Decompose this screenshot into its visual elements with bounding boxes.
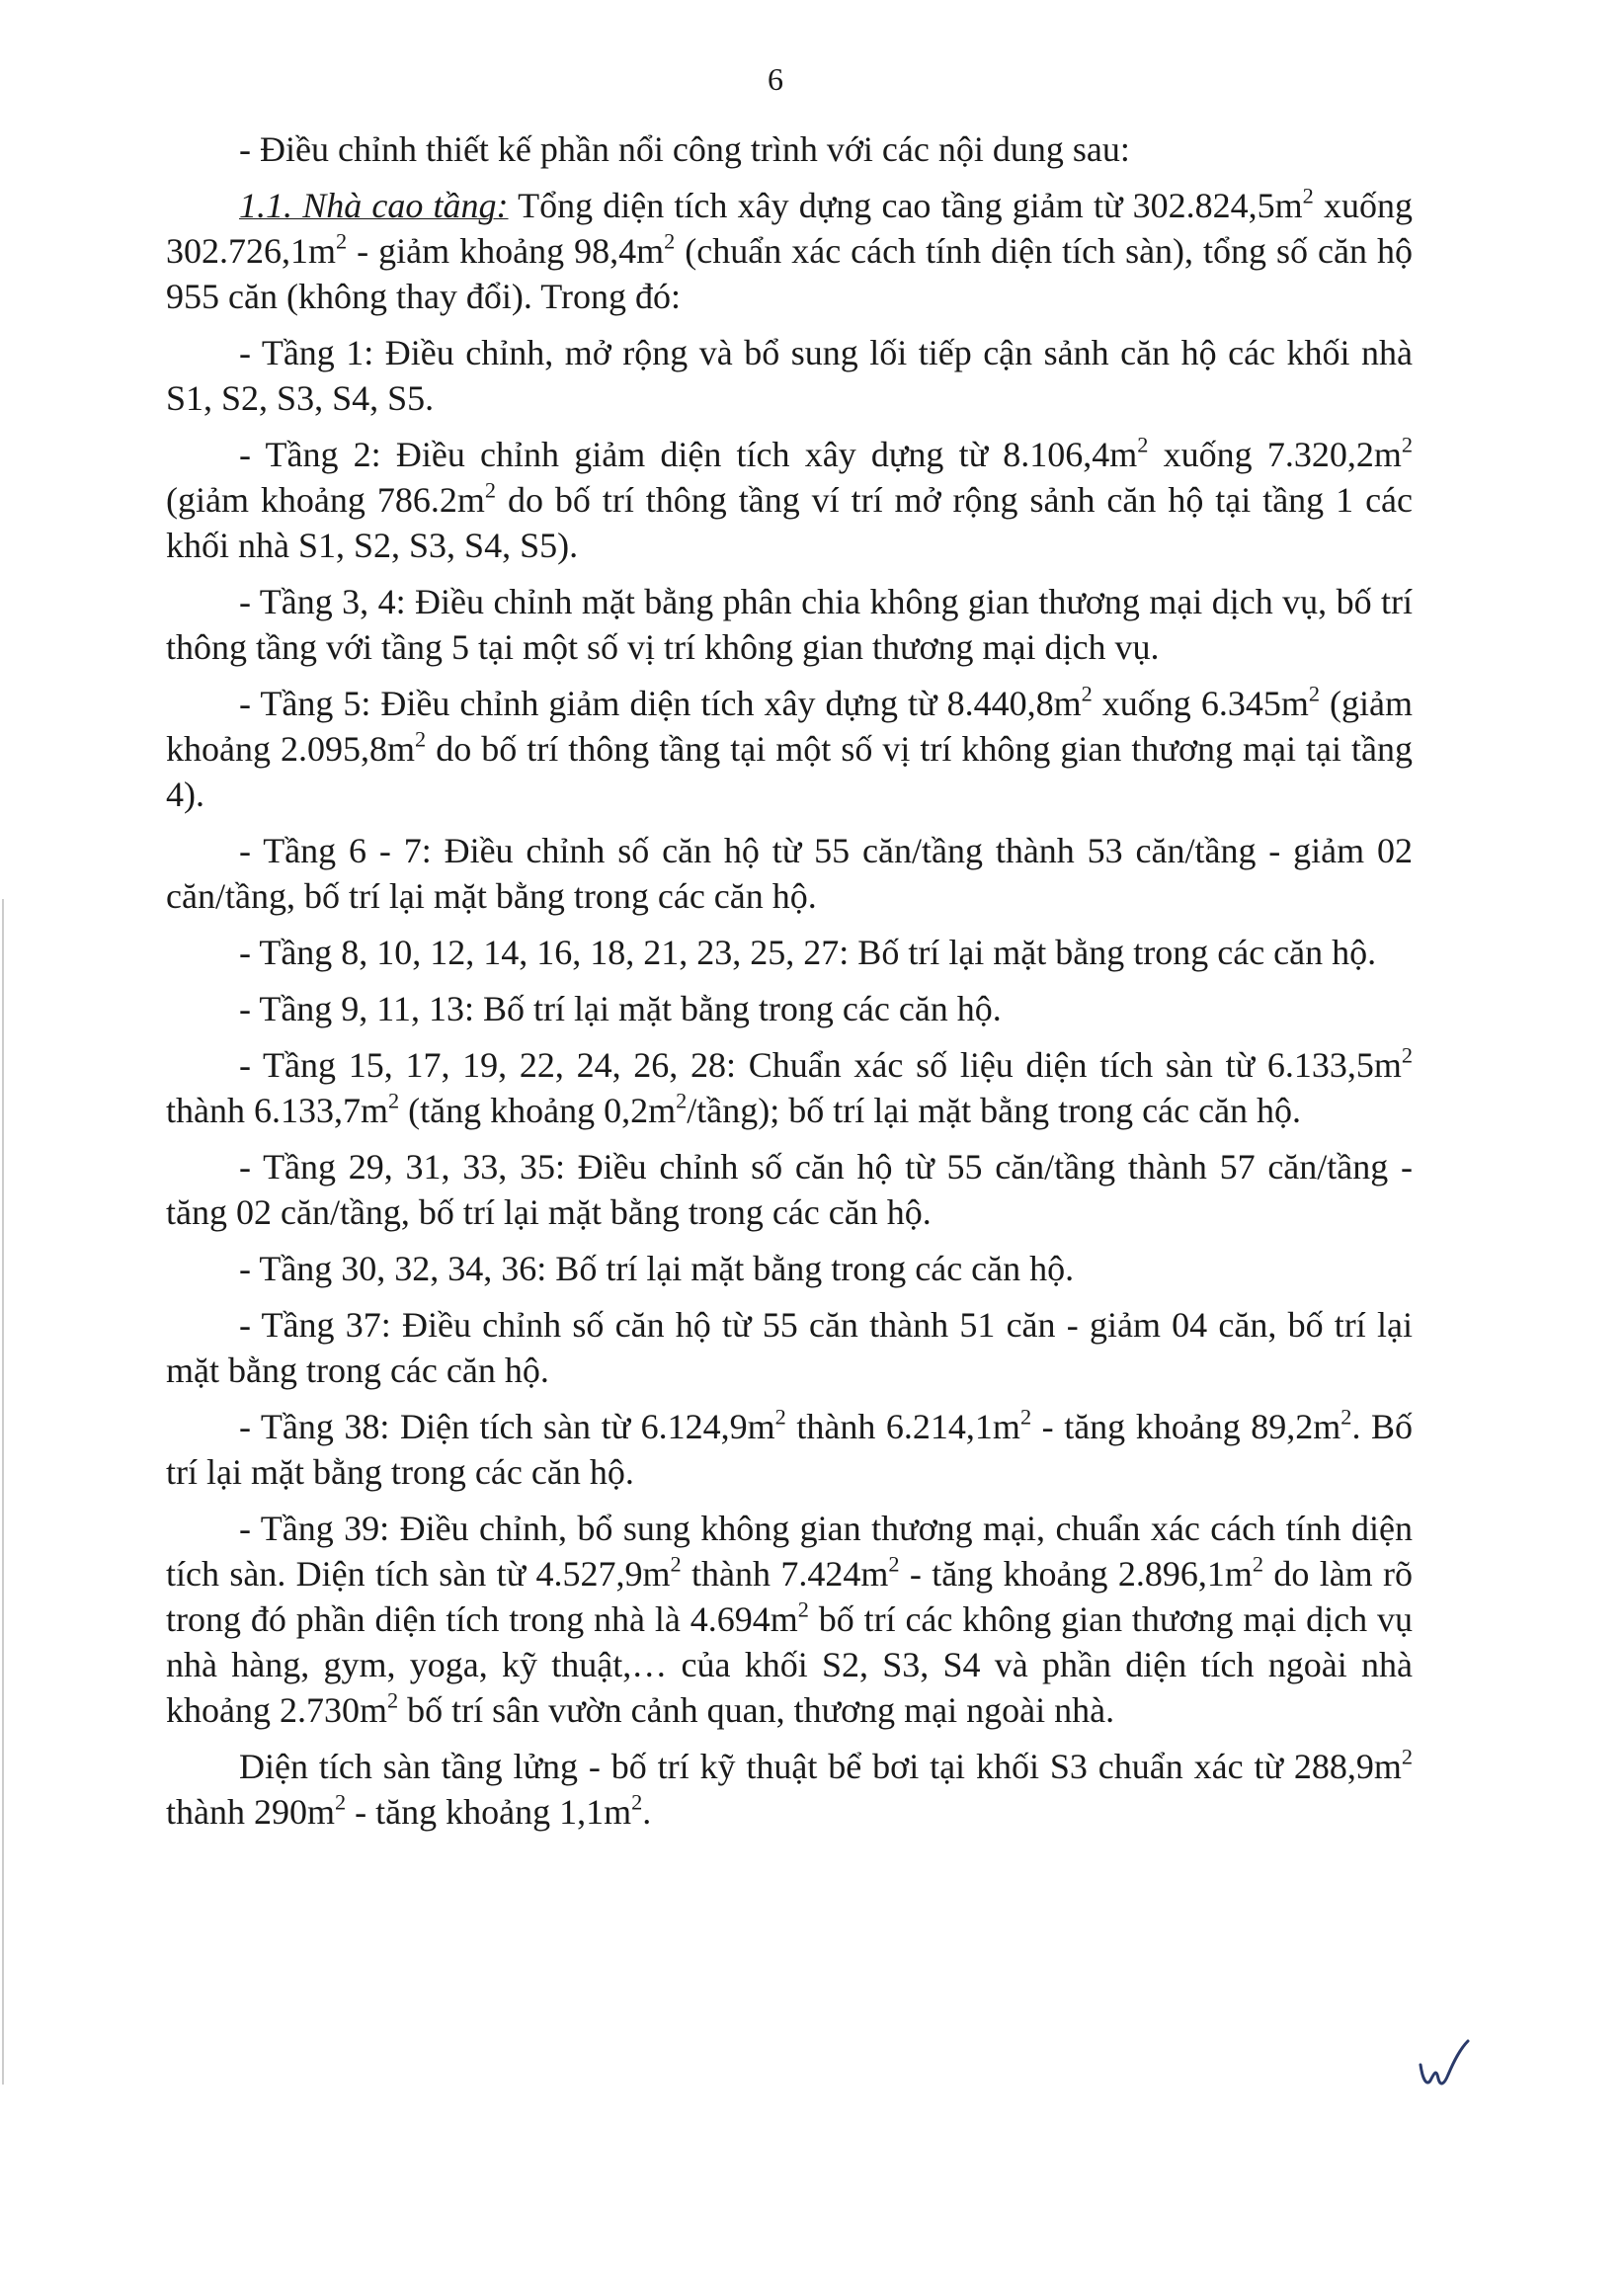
floor-3-4-item: - Tầng 3, 4: Điều chỉnh mặt bằng phân chia không gian thương mại dịch vụ, bố trí thông tầng với tầng 5 tại một số vị trí không gian thương mại dịch vụ. (166, 582, 1413, 667)
floor-29-35-item: - Tầng 29, 31, 33, 35: Điều chỉnh số căn hộ từ 55 căn/tầng thành 57 căn/tầng - tăng 02 căn/tầng, bố trí lại mặt bằng trong các căn hộ. (166, 1147, 1413, 1232)
floor-5-item: - Tầng 5: Điều chỉnh giảm diện tích xây dựng từ $8.440,8m^2$ xuống $6.345m^2$ (giảm khoảng $2.095,8m^2$ do bố trí thông tầng tại một số vị trí không gian thương mại tại tầng 4). (166, 681, 1413, 814)
floor-8-27-item: - Tầng 8, 10, 12, 14, 16, 18, 21, 23, 25, 27: Bố trí lại mặt bằng trong các căn hộ. (239, 933, 1377, 972)
page-number: 6 (768, 61, 783, 97)
floor-30-36-item: - Tầng 30, 32, 34, 36: Bố trí lại mặt bằng trong các căn hộ. (239, 1249, 1075, 1288)
floor-9-13-item: - Tầng 9, 11, 13: Bố trí lại mặt bằng trong các căn hộ. (239, 989, 1002, 1028)
floor-2-item: - Tầng 2: Điều chỉnh giảm diện tích xây dựng từ $8.106,4m^2$ xuống $7.320,2m^2$ (giảm khoảng $786.2m^2$ do bố trí thông tầng ví trí mở rộng sảnh căn hộ tại tầng 1 các khối nhà S1, S2, S3, S4, S5). (166, 432, 1414, 565)
document-body (166, 126, 1413, 1845)
floor-15-28-item: - Tầng 15, 17, 19, 22, 24, 26, 28: Chuẩn xác số liệu diện tích sàn từ $6.133,5m^2$ thành $6.133,7m^2$ (tăng khoảng $0,2m^2/tầng$); bố trí lại mặt bằng trong các căn hộ. (166, 1042, 1413, 1130)
floor-37-item: - Tầng 37: Điều chỉnh số căn hộ từ 55 căn thành 51 căn - giảm 04 căn, bố trí lại mặt bằng trong các căn hộ. (166, 1305, 1413, 1390)
floor-6-7-item: - Tầng 6 - 7: Điều chỉnh số căn hộ từ 55 căn/tầng thành 53 căn/tầng - giảm 02 căn/tầng, bố trí lại mặt bằng trong các căn hộ. (166, 831, 1413, 916)
mezzanine-item: Diện tích sàn tầng lửng - bố trí kỹ thuật bể bơi tại khối S3 chuẩn xác từ $288,9m^2$ thành $290m^2$ - tăng khoảng $1,1m^2$. (166, 1744, 1413, 1832)
intro-line: - Điều chỉnh thiết kế phần nổi công trình với các nội dung sau: (239, 129, 1130, 169)
floor-1-item: - Tầng 1: Điều chỉnh, mở rộng và bổ sung lối tiếp cận sảnh căn hộ các khối nhà S1, S2, S3, S4, S5. (166, 333, 1413, 418)
section-heading: 1.1. Nhà cao tầng: (239, 186, 509, 225)
initial-signature (1417, 2035, 1476, 2094)
floor-38-item: - Tầng 38: Diện tích sàn từ $6.124,9m^2$ thành $6.214,1m^2$ - tăng khoảng $89,2m^2$. Bố trí lại mặt bằng trong các căn hộ. (166, 1404, 1414, 1492)
floor-39-item: - Tầng 39: Điều chỉnh, bổ sung không gian thương mại, chuẩn xác cách tính diện tích sàn. Diện tích sàn từ $4.527,9m^2$ thành $7.424m^2$ - tăng khoảng $2.896,1m^2$ do làm rõ trong đó phần diện tích trong nhà là $4.694m^2$ bố trí các không gian thương mại dịch vụ nhà hàng, gym, yoga, kỹ thuật,… của khối S2, S3, S4 và phần diện tích ngoài nhà khoảng $2.730m^2$ bố trí sân vườn cảnh quan, thương mại ngoài nhà. (166, 1509, 1414, 1730)
scan-edge-line (2, 899, 4, 2085)
section-high-rise: 1.1. Nhà cao tầng: Tổng diện tích xây dựng cao tầng giảm từ $302.824,5m^2$ xuống $302.726,1m^2$ - giảm khoảng $98,4m^2$ (chuẩn xác cách tính diện tích sàn), tổng số căn hộ 955 căn (không thay đổi). Trong đó: (166, 183, 1414, 316)
